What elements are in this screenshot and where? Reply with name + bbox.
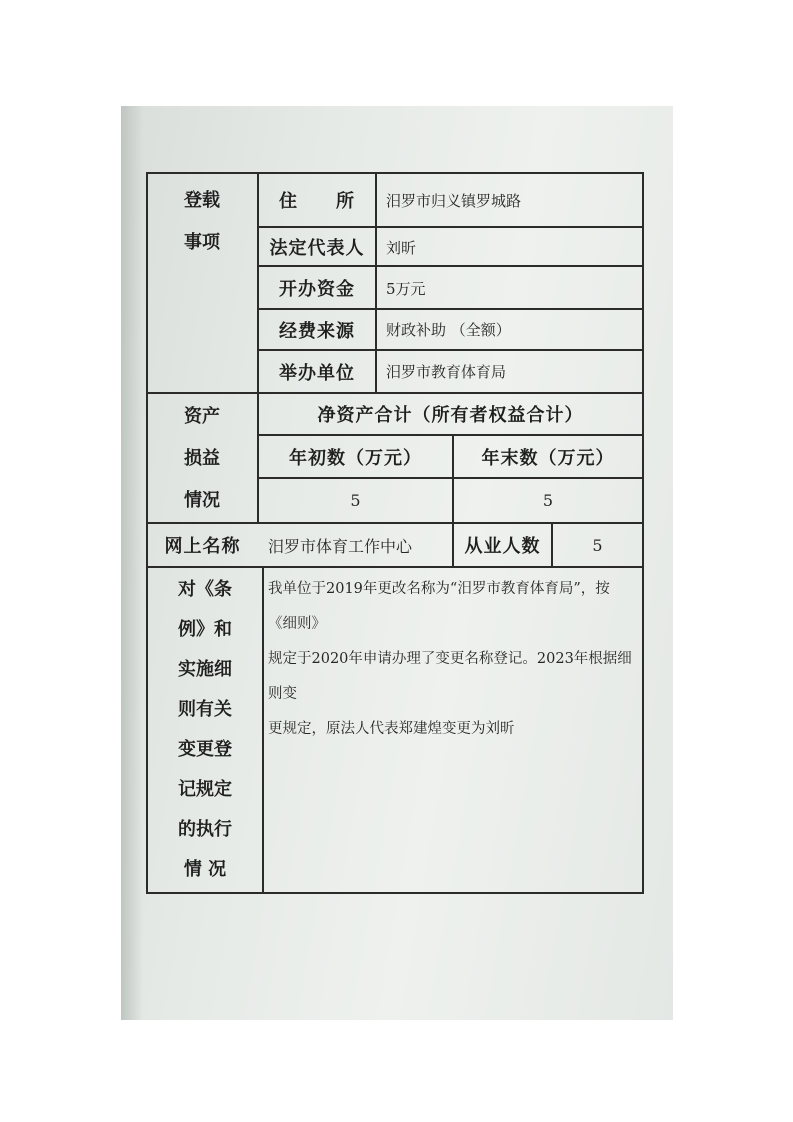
exec-label-line-3: 实施细 (178, 659, 232, 680)
sponsor-unit-label: 举办单位 (279, 362, 355, 384)
begin-year-header: 年初数（万元） (289, 447, 422, 469)
exec-section-label (148, 570, 262, 890)
exec-label-line-6: 记规定 (178, 779, 232, 800)
address-label: 住 所 (279, 191, 355, 212)
online-name-value: 汨罗市体育工作中心 (268, 537, 413, 556)
assets-label-line-1: 资产 (184, 406, 220, 427)
end-year-header: 年末数（万元） (481, 447, 615, 469)
online-name-label: 网上名称 (164, 536, 241, 557)
exec-description (268, 572, 638, 747)
net-assets-header: 净资产合计（所有者权益合计） (317, 405, 584, 426)
exec-label-line-4: 则有关 (178, 699, 232, 720)
table-top-border (146, 172, 644, 174)
end-year-value: 5 (542, 491, 554, 510)
divider-online-exec (146, 566, 644, 568)
table-right-border (642, 172, 644, 894)
register-value-column-line (375, 172, 377, 392)
begin-year-value: 5 (350, 491, 361, 510)
sponsor-unit-value: 汨罗市教育体育局 (386, 363, 507, 381)
exec-label-line-2: 例》和 (178, 619, 232, 640)
address-value: 汨罗市归义镇罗城路 (386, 192, 522, 210)
assets-label-line-2: 损益 (184, 448, 220, 469)
exec-label-line-1: 对《条 (178, 579, 232, 600)
exec-line-1: 我单位于2019年更改名称为“汨罗市教育体育局”，按《细则》 (268, 581, 610, 632)
exec-line-3: 更规定，原法人代表郑建煌变更为刘昕 (268, 721, 515, 737)
register-label-line-2: 事项 (184, 232, 220, 253)
exec-label-line-8: 情 况 (183, 859, 227, 880)
register-section-label (148, 180, 256, 264)
exec-label-column-line (262, 566, 264, 894)
funding-source-value: 财政补助 （全额） (386, 321, 511, 339)
table-bottom-border (146, 892, 644, 894)
exec-label-line-7: 的执行 (178, 819, 232, 840)
register-label-line-1: 登载 (184, 190, 220, 211)
assets-section-label (148, 396, 256, 522)
exec-label-line-5: 变更登 (178, 739, 232, 760)
staff-count-label: 从业人数 (464, 536, 541, 557)
staff-count-value: 5 (592, 535, 603, 555)
legal-representative-label: 法定代表人 (269, 237, 365, 259)
start-capital-value: 5万元 (386, 280, 426, 298)
start-capital-label: 开办资金 (279, 278, 355, 300)
legal-representative-value: 刘昕 (386, 239, 417, 257)
exec-line-2: 规定于2020年申请办理了变更名称登记。2023年根据细则变 (268, 651, 632, 702)
funding-source-label: 经费来源 (279, 320, 355, 342)
assets-label-line-3: 情况 (184, 490, 220, 511)
